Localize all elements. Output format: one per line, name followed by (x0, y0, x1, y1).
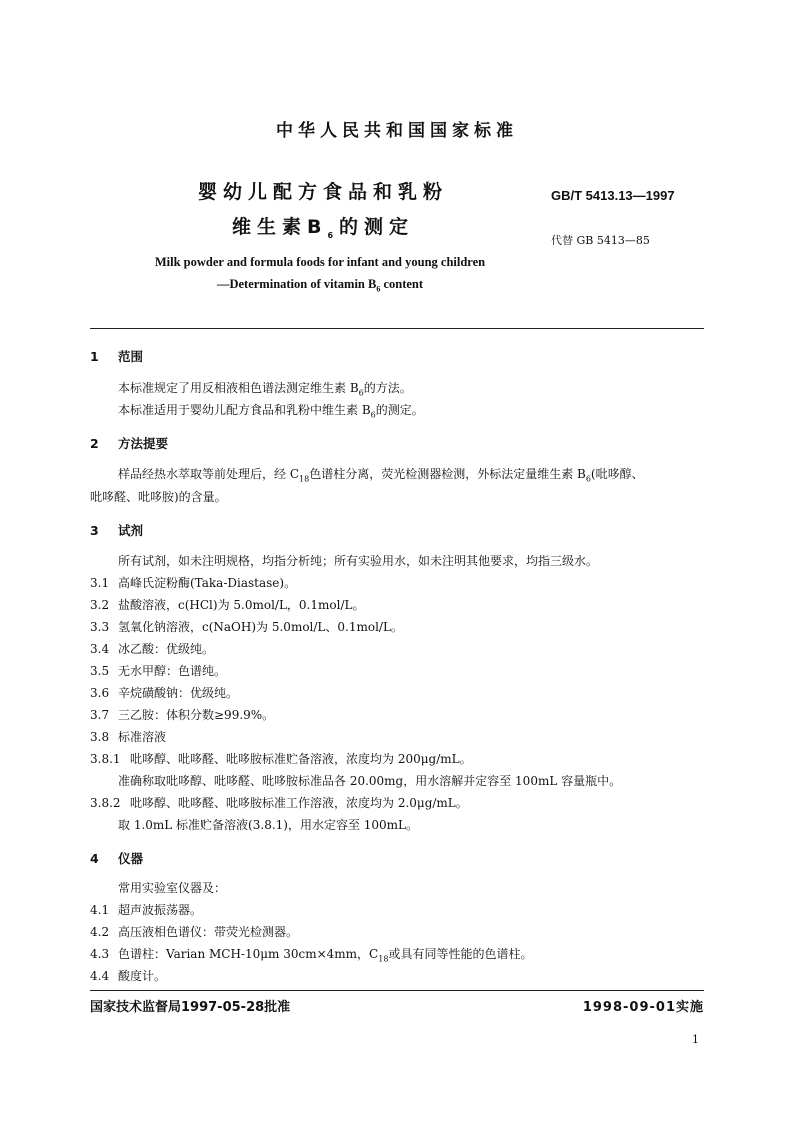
reagent-item-detail: 取 1.0mL 标准贮备溶液(3.8.1)，用水定容至 100mL。 (118, 818, 419, 832)
section-4-number: 4 (90, 851, 99, 866)
reagent-item (90, 794, 468, 811)
item-number: 3.8.2 (90, 796, 121, 810)
section-1-title: 范围 (118, 349, 144, 364)
s1-p1-text-b: 的方法。 (363, 381, 412, 395)
page-number: 1 (692, 1033, 699, 1046)
s1-p2-text-a: 本标准适用于婴幼儿配方食品和乳粉中维生素 B (118, 403, 371, 417)
reagent-item-detail: 准确称取吡哆醇、吡哆醛、吡哆胺标准品各 20.00mg，用水溶解并定容至 100mL 容量瓶中。 (118, 774, 622, 788)
item-number: 3.5 (90, 664, 110, 678)
replaces-standard: 代替 GB 5413—85 (551, 234, 650, 247)
item-text: 酸度计。 (118, 969, 167, 983)
item-text: 标准溶液 (118, 730, 167, 744)
section-3-intro: 所有试剂，如未注明规格，均指分析纯；所有实验用水，如未注明其他要求，均指三级水。 (118, 554, 599, 568)
reagent-item (90, 728, 166, 745)
item-number: 3.7 (90, 708, 110, 722)
s1-p2-text-b: 的测定。 (375, 403, 424, 417)
item-number: 3.3 (90, 620, 110, 634)
reagent-item (90, 596, 364, 613)
document-title-line1: 婴幼儿配方食品和乳粉 (197, 181, 448, 203)
english-title-line1: Milk powder and formula foods for infant and young children (154, 255, 486, 269)
item-text: 吡哆醇、吡哆醛、吡哆胺标准工作溶液，浓度均为 2.0μg/mL。 (130, 796, 468, 810)
item-text-a: 色谱柱：Varian MCH-10μm 30cm×4mm，C (118, 947, 379, 961)
section-1-heading (90, 347, 143, 365)
item-text: 高压液相色谱仪：带荧光检测器。 (118, 925, 299, 939)
section-4-title: 仪器 (118, 851, 144, 866)
item-number: 3.2 (90, 598, 110, 612)
item-number: 4.4 (90, 969, 110, 983)
section-2-title: 方法提要 (118, 436, 169, 451)
item-text: 吡哆醇、吡哆醛、吡哆胺标准贮备溶液，浓度均为 200μg/mL。 (130, 752, 472, 766)
english-title-line2-suffix: content (380, 277, 424, 291)
s1-p1-subscript: 6 (358, 388, 364, 398)
item-text: 冰乙酸：优级纯。 (118, 642, 215, 656)
title-line2-prefix: 维生素B (231, 216, 328, 238)
s2-text-b: 色谱柱分离，荧光检测器检测，外标法定量维生素 B (309, 467, 586, 481)
title-line2-suffix: 的测定 (339, 216, 415, 238)
s2-text-c: (吡哆醇、 (590, 467, 644, 481)
section-4-intro: 常用实验室仪器及： (118, 881, 227, 895)
item-number: 4.2 (90, 925, 110, 939)
item-number: 3.6 (90, 686, 110, 700)
section-3-number: 3 (90, 523, 99, 538)
reagent-item (90, 706, 274, 723)
item-number: 4.1 (90, 903, 110, 917)
national-standard-heading: 中华人民共和国国家标准 (276, 121, 518, 141)
reagent-item (90, 662, 226, 679)
section-2-heading (90, 434, 168, 452)
section-2-number: 2 (90, 436, 99, 451)
instrument-item (90, 945, 532, 963)
item-text: 氢氧化钠溶液，c(NaOH)为 5.0mol/L、0.1mol/L。 (118, 620, 403, 634)
standard-number: GB/T 5413.13—1997 (551, 188, 675, 203)
item-subscript: 18 (378, 954, 389, 964)
item-text-b: 或具有同等性能的色谱柱。 (388, 947, 533, 961)
item-text: 三乙胺：体积分数≥99.9%。 (118, 708, 275, 722)
item-number: 3.8.1 (90, 752, 121, 766)
section-1-paragraph-1 (118, 379, 412, 397)
instrument-item (90, 967, 166, 984)
item-number: 3.1 (90, 576, 110, 590)
document-title-line2 (168, 212, 478, 240)
section-1-number: 1 (90, 349, 99, 364)
title-line2-subscript: 6 (327, 230, 340, 240)
s2-subscript-2: 6 (585, 474, 591, 484)
s2-subscript-1: 18 (299, 474, 310, 484)
reagent-item (90, 750, 472, 767)
section-1-paragraph-2 (118, 401, 424, 419)
top-divider (90, 328, 704, 329)
english-title-line2-prefix: —Determination of vitamin B (216, 277, 377, 291)
item-text: 盐酸溶液，c(HCl)为 5.0mol/L，0.1mol/L。 (118, 598, 365, 612)
english-title-subscript: 6 (376, 284, 381, 294)
reagent-item (90, 684, 238, 701)
section-3-heading (90, 521, 143, 539)
s2-text-a: 样品经热水萃取等前处理后，经 C (118, 467, 299, 481)
s1-p2-subscript: 6 (370, 410, 376, 420)
s1-p1-text-a: 本标准规定了用反相液相色谱法测定维生素 B (118, 381, 359, 395)
instrument-item (90, 923, 298, 940)
section-3-title: 试剂 (118, 523, 144, 538)
section-2-paragraph-line2: 吡哆醛、吡哆胺)的含量。 (90, 490, 227, 504)
bottom-divider (90, 990, 704, 991)
item-number: 3.4 (90, 642, 110, 656)
item-text: 超声波振荡器。 (118, 903, 203, 917)
section-4-heading (90, 849, 143, 867)
implementation-date: 1998-09-01实施 (582, 1000, 704, 1015)
item-number: 4.3 (90, 947, 110, 961)
reagent-item (90, 574, 296, 591)
reagent-item (90, 640, 214, 657)
item-number: 3.8 (90, 730, 110, 744)
english-title-line2 (0, 277, 640, 294)
instrument-item (90, 901, 202, 918)
reagent-item (90, 618, 403, 635)
item-text: 高峰氏淀粉酶(Taka-Diastase)。 (118, 576, 297, 590)
section-2-paragraph-line1 (118, 465, 644, 483)
approval-note: 国家技术监督局1997-05-28批准 (90, 1000, 291, 1015)
item-text: 辛烷磺酸钠：优级纯。 (118, 686, 239, 700)
item-text: 无水甲醇：色谱纯。 (118, 664, 227, 678)
